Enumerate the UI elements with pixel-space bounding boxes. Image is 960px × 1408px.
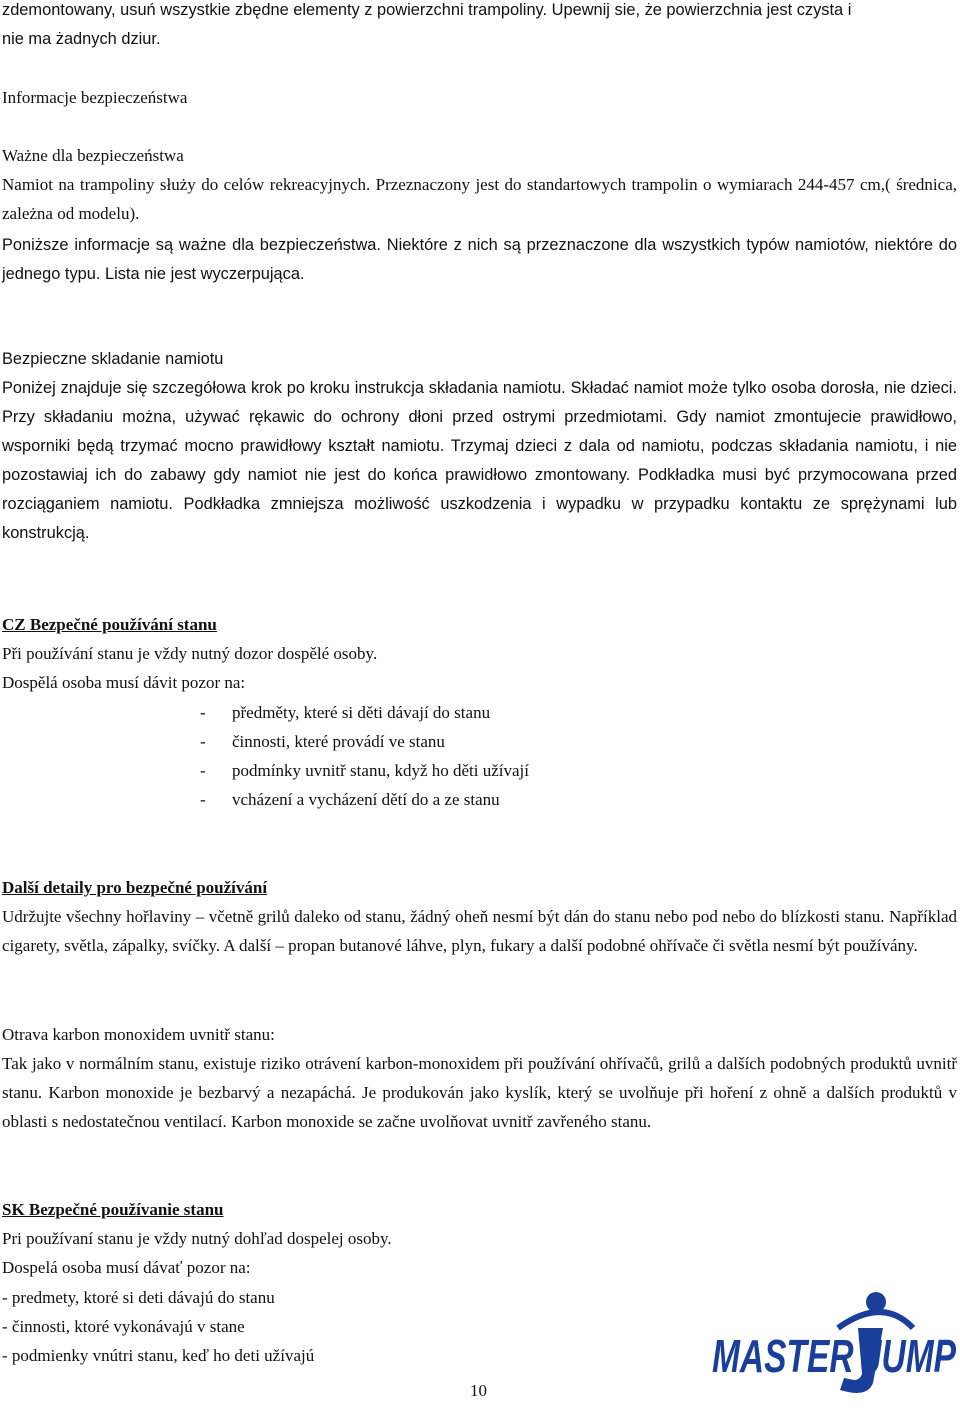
list-item-text: podmínky uvnitř stanu, když ho děti užívají: [232, 761, 529, 780]
cz-details-heading: Další detaily pro bezpečné používání: [2, 878, 268, 897]
logo-dot-icon: [866, 1292, 886, 1312]
cz-heading: CZ Bezpečné používání stanu: [2, 615, 217, 634]
list-dash: -: [200, 732, 206, 751]
list-item-text: činnosti, které provádí ve stanu: [232, 732, 445, 751]
cz-co-heading: Otrava karbon monoxidem uvnitř stanu:: [2, 1025, 275, 1044]
logo-text: MASTER JUMP: [712, 1330, 957, 1382]
cz-list-item: [200, 785, 500, 814]
logo-arc-icon: [838, 1312, 913, 1328]
sk-list-item: - predmety, ktoré si deti dávajú do stanu: [2, 1288, 275, 1307]
purpose-paragraph: Namiot na trampoliny służy do celów rekreacyjnych. Przeznaczony jest do standartowych trampolin o wymiarach 244-457 cm,( średnica, zależna od modelu).: [2, 175, 957, 223]
cz-supervision: Při používání stanu je vždy nutný dozor dospělé osoby.: [2, 644, 378, 663]
sk-list-item: - podmienky vnútri stanu, keď ho deti užívajú: [2, 1346, 315, 1365]
intro-paragraph: [2, 0, 957, 54]
page-number: 10: [470, 1381, 487, 1400]
cz-list-item: [200, 756, 529, 785]
sk-attention-intro: Dospelá osoba musí dávať pozor na:: [2, 1258, 251, 1277]
list-item-text: předměty, které si děti dávají do stanu: [232, 703, 491, 722]
folding-heading: Bezpieczne skladanie namiotu: [2, 350, 224, 368]
folding-paragraph: Poniżej znajduje się szczegółowa krok po kroku instrukcja składania namiotu. Składać namiot może tylko osoba dorosła, nie dzieci. Przy składaniu można, używać rękawic do ochrony dłoni przed ostrymi przedmiotami. Gdy namiot zmontujecie prawidłowo, wsporniki będą trzymać mocno prawidłowy kształt namiotu. Trzymaj dzieci z dala od namiotu, podczas składania namiotu, i nie pozostawiaj ich do zabawy gdy namiot nie jest do końca prawidłowo zmontowany. Podkładka musi być przymocowana przed rozciąganiem namiotu. Podkładka zmniejsza możliwość uszkodzenia i wypadku w przypadku kontaktu ze sprężynami lub konstrukcją.: [2, 379, 957, 542]
sk-supervision: Pri používaní stanu je vždy nutný dohľad dospelej osoby.: [2, 1229, 392, 1248]
sk-heading: SK Bezpečné používanie stanu: [2, 1200, 224, 1219]
sk-list-item: - činnosti, ktoré vykonávajú v stane: [2, 1317, 245, 1336]
list-dash: -: [200, 790, 206, 809]
safety-info-heading: Informacje bezpieczeństwa: [2, 88, 188, 107]
important-label: Ważne dla bezpieczeństwa: [2, 146, 184, 165]
intro-line-1: zdemontowany, usuń wszystkie zbędne elementy z powierzchni trampoliny. Upewnij sie, że powierzchnia jest czysta i: [2, 1, 852, 19]
list-dash: -: [200, 703, 206, 722]
cz-attention-intro: Dospělá osoba musí dávit pozor na:: [2, 673, 246, 692]
cz-list-item: [200, 698, 490, 727]
important-info-paragraph: Poniższe informacje są ważne dla bezpieczeństwa. Niektóre z nich są przeznaczone dla wszystkich typów namiotów, niektóre do jednego typu. Lista nie jest wyczerpująca.: [2, 236, 957, 283]
cz-co-paragraph: Tak jako v normálním stanu, existuje riziko otrávení karbon-monoxidem při používání ohřívačů, grilů a dalších podobných produktů uvnitř stanu. Karbon monoxide je bezbarvý a nezapáchá. Je produkován jako kyslík, který se uvolňuje při hoření z ohně a dalších produktů v oblasti s nedostatečnou ventilací. Karbon monoxide se začne uvolňovat uvnitř zavřeného stanu.: [2, 1054, 957, 1131]
list-dash: -: [200, 761, 206, 780]
list-item-text: vcházení a vycházení dětí do a ze stanu: [232, 790, 500, 809]
cz-list-item: [200, 727, 445, 756]
cz-details-paragraph: Udržujte všechny hořlaviny – včetně grilů daleko od stanu, žádný oheň nesmí být dán do stanu nebo pod nebo do blízkosti stanu. Například cigarety, světla, zápalky, svíčky. A další – propan butanové láhve, plyn, fukary a další podobné ohřívače či světla nesmí být používány.: [2, 907, 957, 955]
masterjump-logo: [708, 1288, 958, 1400]
intro-line-2: nie ma żadnych dziur.: [2, 30, 161, 48]
